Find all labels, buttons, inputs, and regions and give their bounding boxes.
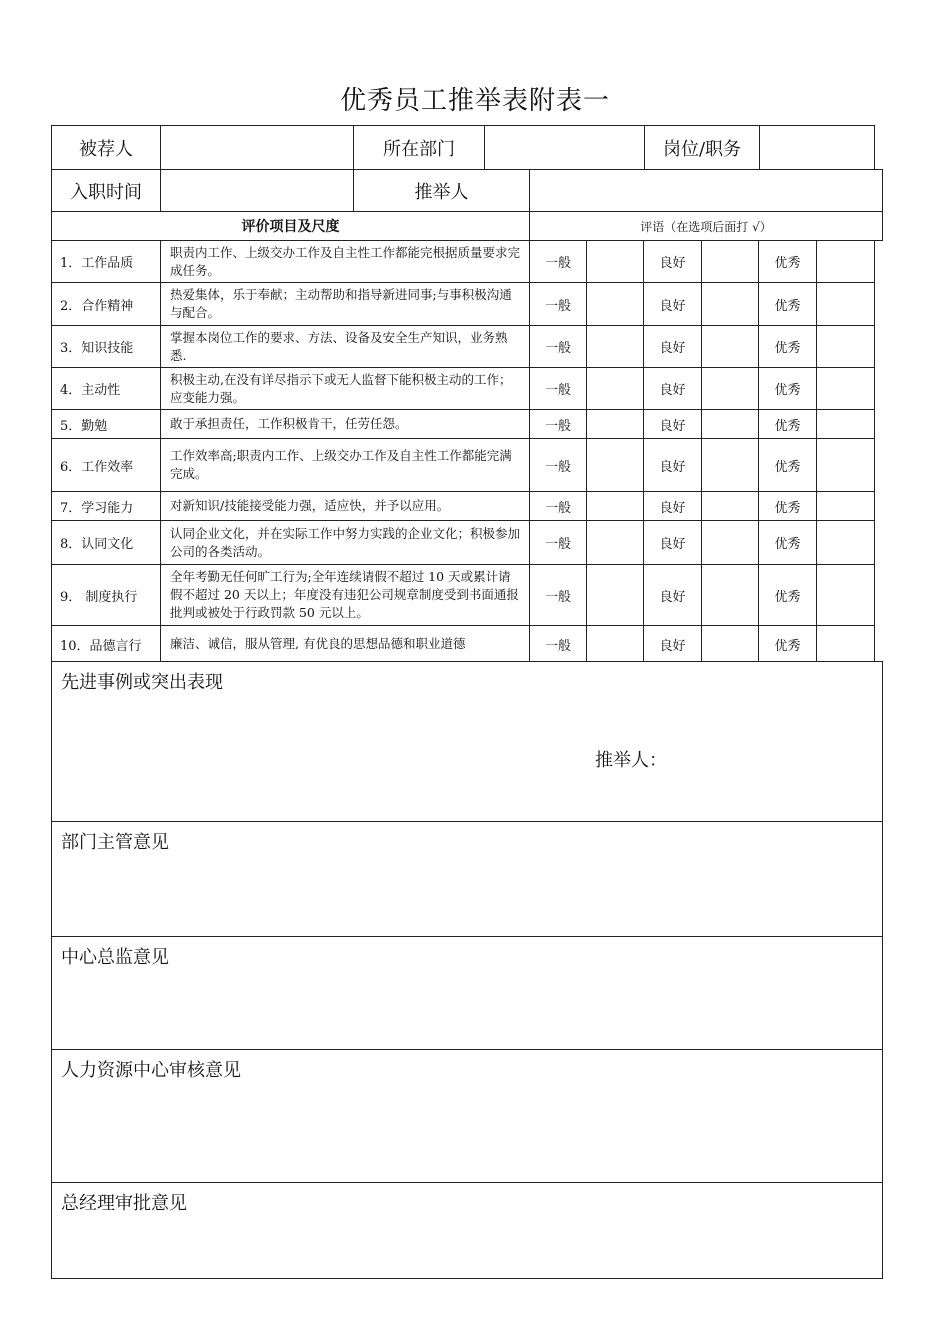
criterion-name: 10．品德言行 (51, 625, 161, 663)
page-title: 优秀员工推举表附表一 (339, 86, 610, 116)
recommender-field[interactable] (529, 169, 883, 212)
criterion-description: 敢于承担责任，工作积极肯干，任劳任怨。 (160, 409, 530, 439)
rating-checkbox-good[interactable] (701, 520, 759, 565)
gm-approval-section[interactable] (51, 1182, 883, 1279)
rating-checkbox-excellent[interactable] (816, 625, 875, 663)
rating-checkbox-good[interactable] (701, 409, 759, 439)
criterion-description: 廉洁、诚信，服从管理, 有优良的思想品德和职业道德 (160, 625, 530, 663)
nominee-label: 被荐人 (51, 125, 161, 170)
criterion-description: 工作效率高;职责内工作、上级交办工作及自主性工作都能完满完成。 (160, 438, 530, 492)
criterion-description: 全年考勤无任何旷工行为;全年连续请假不超过 10 天或累计请假不超过 20 天以上；年度没有违犯公司规章制度受到书面通报批判或被处于行政罚款 50 元以上。 (160, 564, 530, 626)
rating-checkbox-excellent[interactable] (816, 564, 875, 626)
rating-option-good: 良好 (643, 625, 702, 663)
criterion-name: 7．学习能力 (51, 491, 161, 521)
center-director-label: 中心总监意见 (61, 947, 169, 968)
dept-manager-label: 部门主管意见 (61, 832, 169, 853)
rating-option-excellent: 优秀 (758, 282, 817, 326)
criterion-description: 对新知识/技能接受能力强，适应快，并予以应用。 (160, 491, 530, 521)
criterion-description: 积极主动,在没有详尽指示下或无人监督下能积极主动的工作；应变能力强。 (160, 367, 530, 410)
rating-option-general: 一般 (529, 282, 587, 326)
rating-option-excellent: 优秀 (758, 520, 817, 565)
rating-checkbox-general[interactable] (586, 520, 644, 565)
rating-option-general: 一般 (529, 438, 587, 492)
rating-option-excellent: 优秀 (758, 564, 817, 626)
hr-review-label: 人力资源中心审核意见 (61, 1060, 241, 1081)
position-label: 岗位/职务 (644, 125, 760, 170)
rating-checkbox-good[interactable] (701, 564, 759, 626)
criterion-name: 9． 制度执行 (51, 564, 161, 626)
rating-checkbox-excellent[interactable] (816, 240, 875, 283)
rating-option-excellent: 优秀 (758, 240, 817, 283)
rating-checkbox-general[interactable] (586, 564, 644, 626)
rating-checkbox-excellent[interactable] (816, 367, 875, 410)
rating-option-good: 良好 (643, 282, 702, 326)
rating-checkbox-good[interactable] (701, 491, 759, 521)
rating-checkbox-general[interactable] (586, 409, 644, 439)
rating-checkbox-general[interactable] (586, 282, 644, 326)
rating-checkbox-general[interactable] (586, 491, 644, 521)
criterion-name: 3．知识技能 (51, 325, 161, 368)
rating-option-excellent: 优秀 (758, 625, 817, 663)
rating-checkbox-general[interactable] (586, 240, 644, 283)
hire-date-label: 入职时间 (51, 169, 161, 212)
department-field[interactable] (484, 125, 645, 170)
rating-checkbox-general[interactable] (586, 325, 644, 368)
achievements-label: 先进事例或突出表现 (61, 672, 223, 693)
recommender-label: 推举人 (353, 169, 530, 212)
rating-checkbox-good[interactable] (701, 367, 759, 410)
rating-checkbox-excellent[interactable] (816, 438, 875, 492)
rating-option-good: 良好 (643, 409, 702, 439)
position-field[interactable] (759, 125, 875, 170)
rating-checkbox-good[interactable] (701, 282, 759, 326)
rating-option-good: 良好 (643, 240, 702, 283)
rating-option-general: 一般 (529, 564, 587, 626)
eval-comment-header: 评语（在选项后面打 √） (529, 211, 883, 241)
hire-date-field[interactable] (160, 169, 354, 212)
dept-manager-section[interactable] (51, 821, 883, 937)
center-director-section[interactable] (51, 936, 883, 1050)
gm-approval-label: 总经理审批意见 (61, 1193, 187, 1214)
rating-option-general: 一般 (529, 325, 587, 368)
rating-checkbox-good[interactable] (701, 625, 759, 663)
rating-option-general: 一般 (529, 240, 587, 283)
rating-checkbox-excellent[interactable] (816, 520, 875, 565)
rating-option-excellent: 优秀 (758, 367, 817, 410)
rating-checkbox-good[interactable] (701, 438, 759, 492)
rating-option-general: 一般 (529, 491, 587, 521)
rating-checkbox-excellent[interactable] (816, 491, 875, 521)
recommender-sign-label: 推举人： (595, 750, 667, 771)
criterion-name: 6．工作效率 (51, 438, 161, 492)
rating-option-general: 一般 (529, 625, 587, 663)
criterion-description: 认同企业文化，并在实际工作中努力实践的企业文化；积极参加公司的各类活动。 (160, 520, 530, 565)
rating-option-good: 良好 (643, 438, 702, 492)
rating-option-excellent: 优秀 (758, 325, 817, 368)
achievements-section[interactable] (51, 661, 883, 822)
criterion-description: 热爱集体，乐于奉献；主动帮助和指导新进同事;与事积极沟通与配合。 (160, 282, 530, 326)
criterion-name: 2．合作精神 (51, 282, 161, 326)
criterion-description: 掌握本岗位工作的要求、方法、设备及安全生产知识，业务熟悉. (160, 325, 530, 368)
rating-checkbox-excellent[interactable] (816, 409, 875, 439)
rating-checkbox-good[interactable] (701, 325, 759, 368)
rating-option-general: 一般 (529, 409, 587, 439)
criterion-name: 4．主动性 (51, 367, 161, 410)
department-label: 所在部门 (353, 125, 485, 170)
rating-option-general: 一般 (529, 367, 587, 410)
eval-items-header: 评价项目及尺度 (51, 211, 530, 241)
rating-option-general: 一般 (529, 520, 587, 565)
rating-option-good: 良好 (643, 367, 702, 410)
rating-option-excellent: 优秀 (758, 491, 817, 521)
rating-checkbox-general[interactable] (586, 438, 644, 492)
rating-option-good: 良好 (643, 491, 702, 521)
criterion-name: 8．认同文化 (51, 520, 161, 565)
rating-option-good: 良好 (643, 520, 702, 565)
criterion-name: 5．勤勉 (51, 409, 161, 439)
rating-option-good: 良好 (643, 325, 702, 368)
rating-checkbox-general[interactable] (586, 367, 644, 410)
rating-option-good: 良好 (643, 564, 702, 626)
criterion-description: 职责内工作、上级交办工作及自主性工作都能完根据质量要求完成任务。 (160, 240, 530, 283)
rating-checkbox-good[interactable] (701, 240, 759, 283)
rating-option-excellent: 优秀 (758, 409, 817, 439)
hr-review-section[interactable] (51, 1049, 883, 1183)
rating-checkbox-general[interactable] (586, 625, 644, 663)
criterion-name: 1．工作品质 (51, 240, 161, 283)
rating-checkbox-excellent[interactable] (816, 282, 875, 326)
nominee-field[interactable] (160, 125, 354, 170)
rating-option-excellent: 优秀 (758, 438, 817, 492)
rating-checkbox-excellent[interactable] (816, 325, 875, 368)
